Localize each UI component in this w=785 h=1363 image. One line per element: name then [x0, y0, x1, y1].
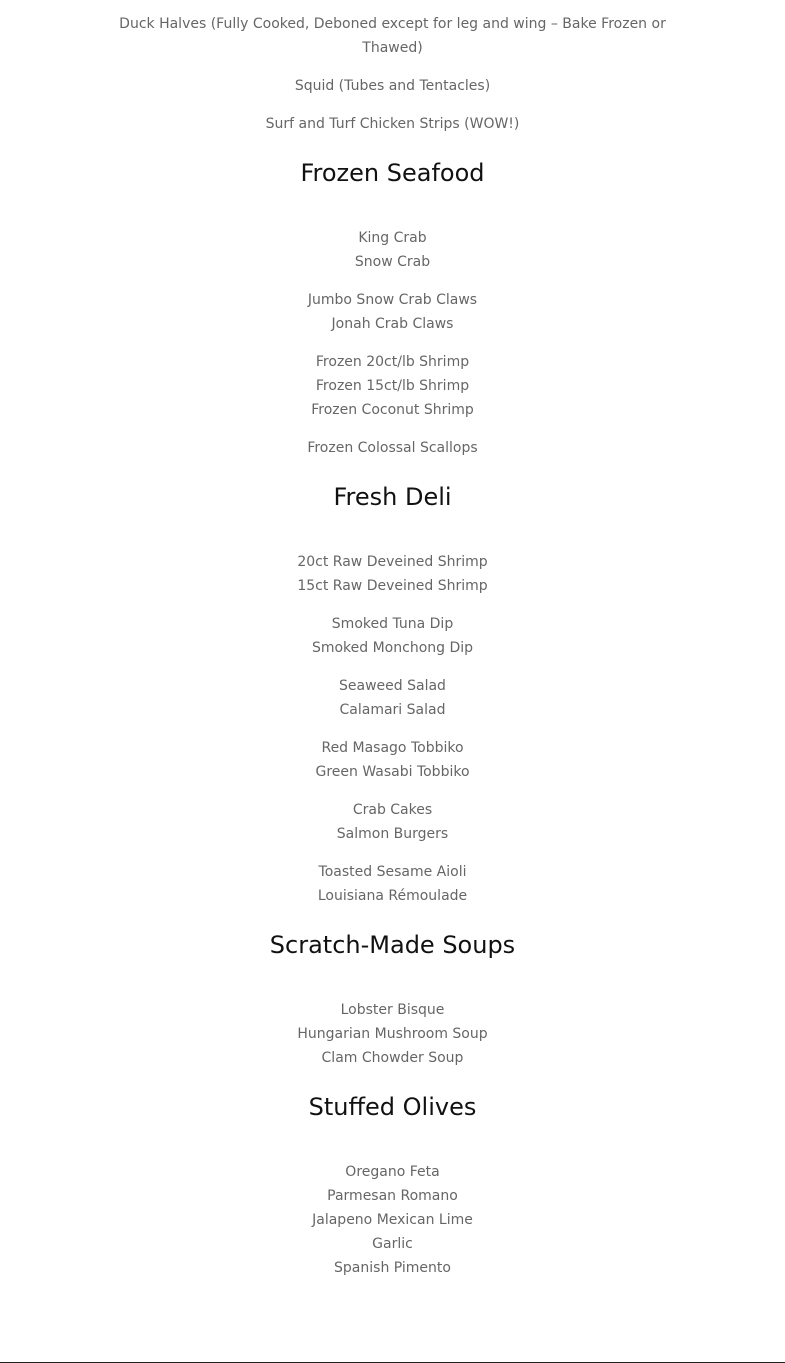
list-item: Hungarian Mushroom Soup [297, 1026, 488, 1042]
list-item: King Crab [358, 230, 427, 246]
list-item: Seaweed Salad [339, 678, 446, 694]
list-item: Toasted Sesame Aioli [318, 864, 467, 880]
list-item: Crab Cakes [352, 802, 433, 818]
item-group [113, 612, 673, 660]
list-item: 15ct Raw Deveined Shrimp [297, 578, 488, 594]
list-item: Smoked Tuna Dip [331, 616, 454, 632]
list-item: Lobster Bisque [340, 1002, 445, 1018]
item-group [113, 798, 673, 846]
list-item: Clam Chowder Soup [321, 1050, 464, 1066]
list-item: Louisiana Rémoulade [317, 888, 468, 904]
product-list [113, 0, 673, 1280]
item-group [113, 350, 673, 422]
list-item: Salmon Burgers [336, 826, 449, 842]
intro-group [113, 112, 673, 136]
list-item: Duck Halves (Fully Cooked, Deboned except for leg and wing – Bake Frozen or Thawed) [119, 16, 666, 56]
intro-group [113, 74, 673, 98]
list-item: Snow Crab [354, 254, 431, 270]
item-group [113, 1160, 673, 1280]
list-item: Red Masago Tobbiko [321, 740, 464, 756]
list-item: Parmesan Romano [327, 1188, 458, 1204]
intro-group [113, 12, 673, 60]
list-item: Oregano Feta [345, 1164, 440, 1180]
list-item: Spanish Pimento [334, 1260, 451, 1276]
item-group [113, 860, 673, 908]
list-item: Frozen 20ct/lb Shrimp [315, 354, 470, 370]
section-title-fresh-deli: Fresh Deli [333, 483, 452, 511]
item-group [113, 674, 673, 722]
item-group [113, 436, 673, 460]
list-item: Calamari Salad [339, 702, 446, 718]
list-item: Jumbo Snow Crab Claws [307, 292, 478, 308]
list-item: Frozen Coconut Shrimp [311, 402, 474, 418]
list-item: Jalapeno Mexican Lime [312, 1212, 473, 1228]
list-item: Squid (Tubes and Tentacles) [294, 78, 491, 94]
item-group [113, 550, 673, 598]
item-group [113, 736, 673, 784]
section-title-frozen-seafood: Frozen Seafood [300, 159, 485, 187]
section-title-stuffed-olives: Stuffed Olives [308, 1093, 477, 1121]
item-group [113, 288, 673, 336]
item-group [113, 998, 673, 1070]
item-group [113, 226, 673, 274]
list-item: Jonah Crab Claws [331, 316, 454, 332]
section-title-scratch-made-soups: Scratch-Made Soups [269, 931, 516, 959]
list-item: Frozen Colossal Scallops [307, 440, 478, 456]
list-item: Frozen 15ct/lb Shrimp [315, 378, 470, 394]
list-item: Garlic [372, 1236, 413, 1252]
list-item: Surf and Turf Chicken Strips (WOW!) [265, 116, 520, 132]
list-item: Green Wasabi Tobbiko [315, 764, 470, 780]
list-item: Smoked Monchong Dip [311, 640, 474, 656]
list-item: 20ct Raw Deveined Shrimp [297, 554, 488, 570]
